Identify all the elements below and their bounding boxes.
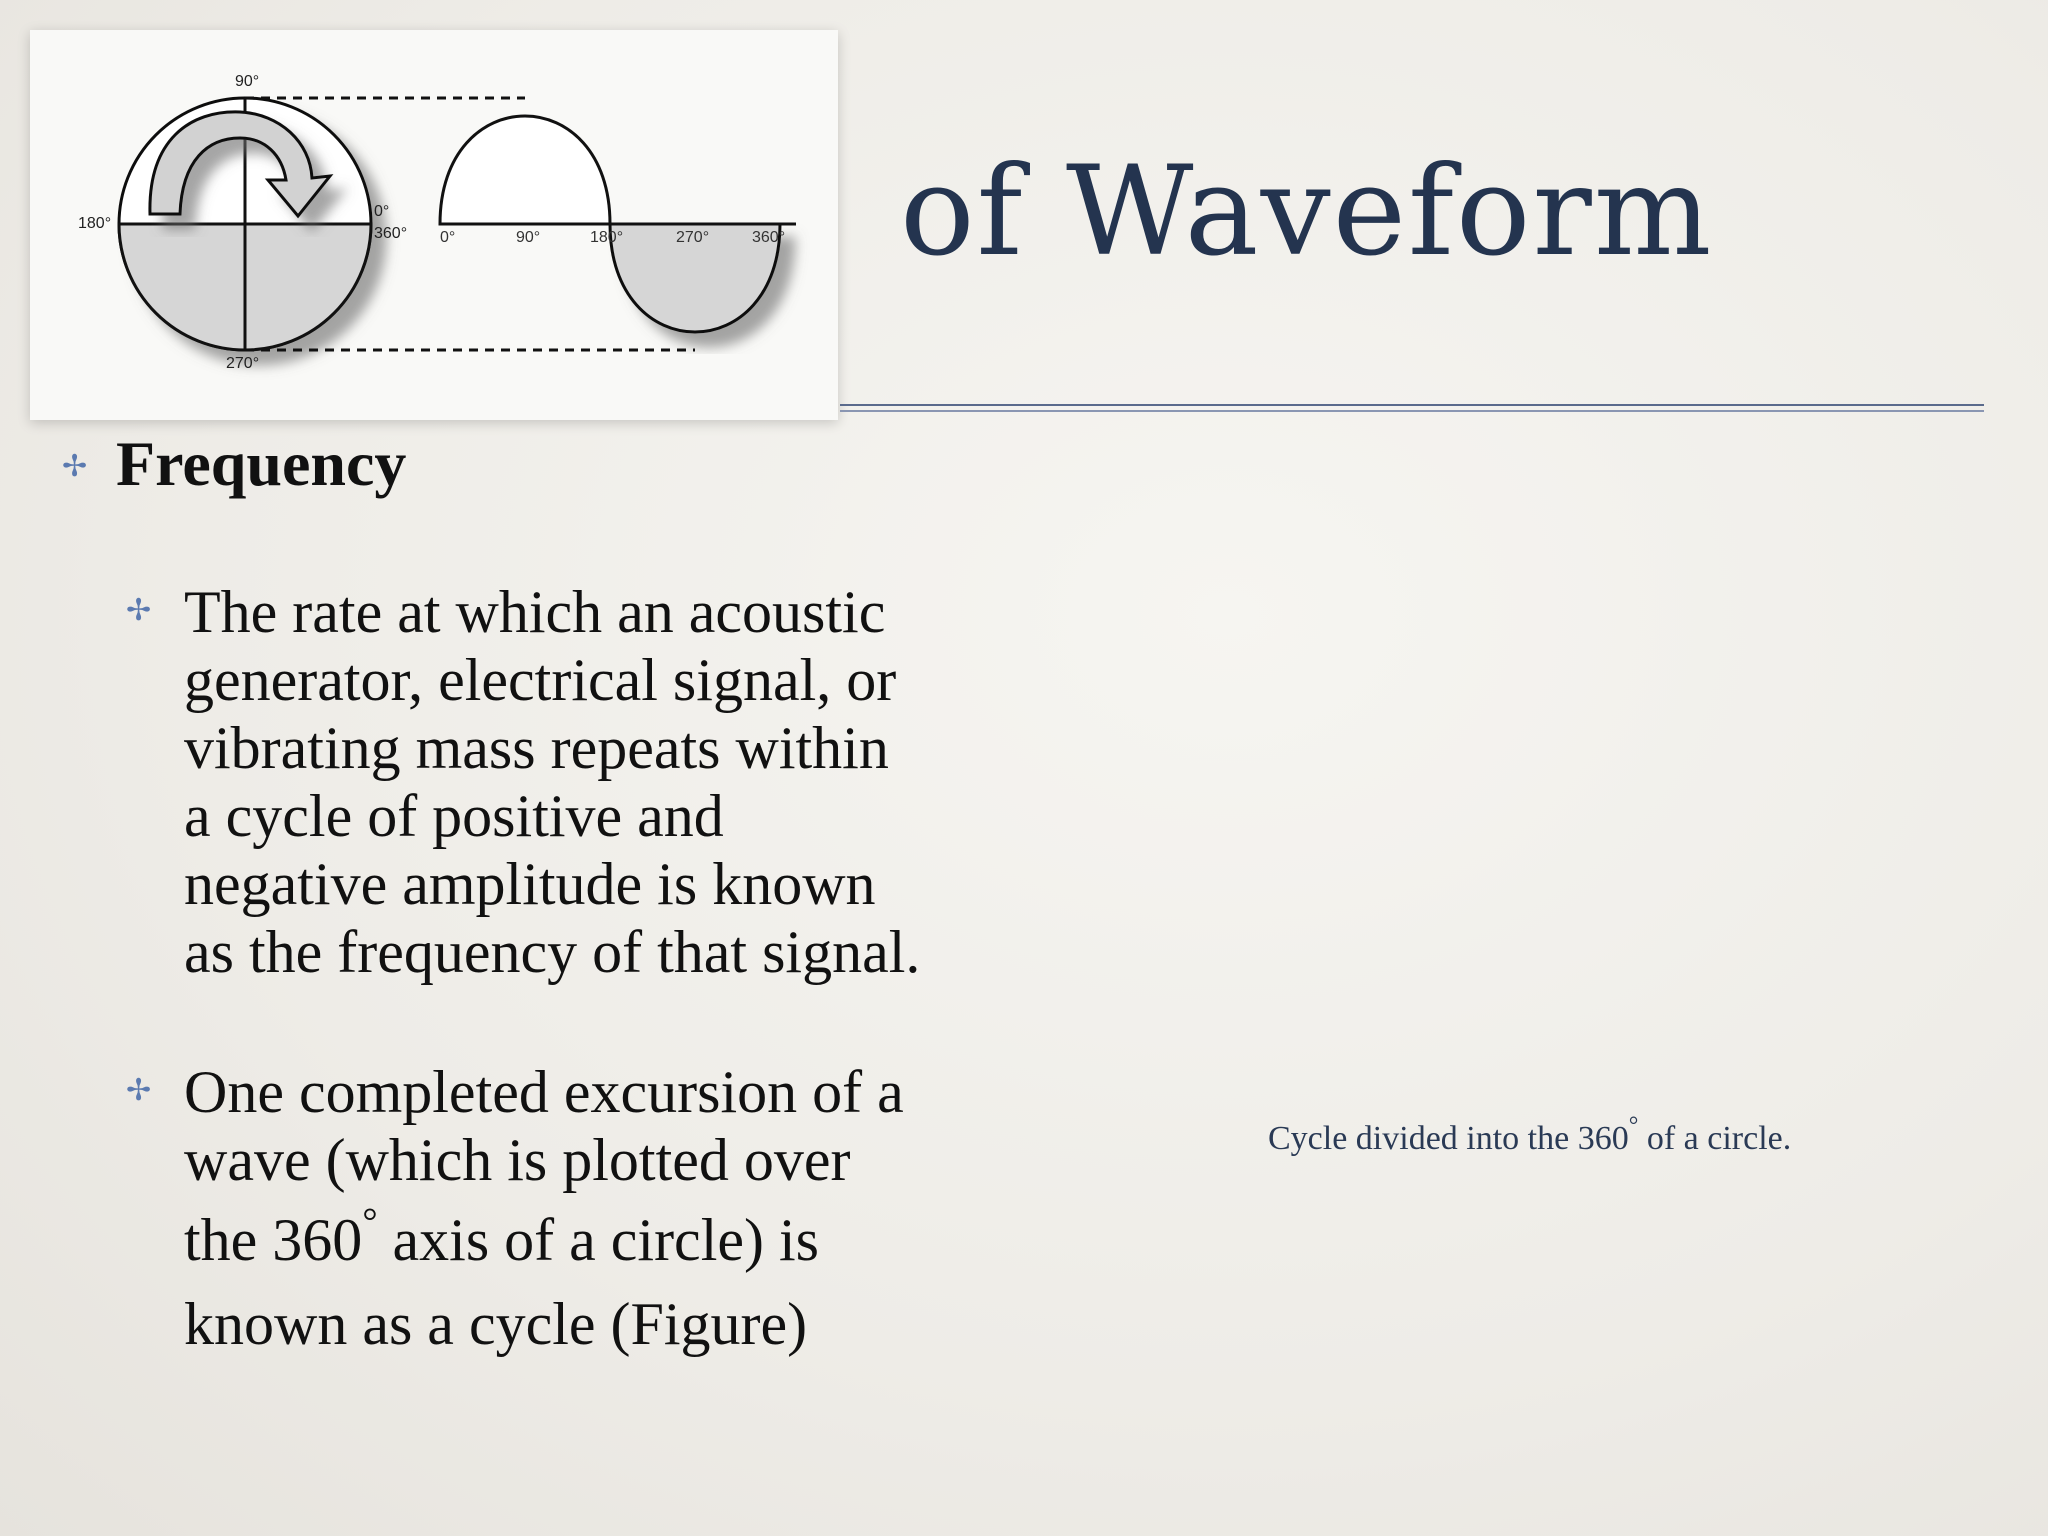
bullet-icon: ✢ [62, 450, 88, 483]
label-270: 270° [226, 355, 260, 372]
text-line [184, 1201, 1044, 1282]
degree-symbol: ° [1628, 1113, 1639, 1139]
text-line: a cycle of positive and [184, 783, 724, 849]
bullet-cycle-definition [184, 1058, 1044, 1358]
section-heading: Frequency [116, 428, 407, 499]
slide-title: of Waveform [900, 140, 1714, 284]
title-divider [840, 404, 1984, 412]
text-line: wave (which is plotted over [184, 1127, 851, 1193]
label-0: 0° [374, 203, 390, 220]
phase-circle [119, 98, 371, 350]
text-fragment: the 360 [184, 1207, 363, 1273]
caption-text: of a circle. [1638, 1120, 1792, 1157]
bullet-icon: ✢ [126, 1074, 152, 1107]
degree-symbol: ° [362, 1201, 378, 1243]
sine-wave [440, 116, 796, 332]
tick-360: 360° [752, 229, 786, 246]
tick-0: 0° [440, 229, 456, 246]
text-line: vibrating mass repeats within [184, 715, 889, 781]
cycle-diagram [30, 30, 838, 420]
cycle-figure [30, 30, 838, 420]
label-180: 180° [78, 215, 112, 232]
text-line: One completed excursion of a [184, 1059, 904, 1125]
text-line: as the frequency of that signal. [184, 919, 921, 985]
tick-270: 270° [676, 229, 710, 246]
tick-180: 180° [590, 229, 624, 246]
tick-90: 90° [516, 229, 541, 246]
figure-caption [1268, 1113, 1792, 1158]
label-360: 360° [374, 225, 408, 242]
text-fragment: axis of a circle) is [377, 1207, 819, 1273]
text-line: The rate at which an acoustic [184, 579, 886, 645]
text-line: negative amplitude is known [184, 851, 876, 917]
label-90: 90° [235, 73, 260, 90]
text-line: generator, electrical signal, or [184, 647, 897, 713]
bullet-icon: ✢ [126, 594, 152, 627]
caption-text: Cycle divided into the 360 [1268, 1120, 1629, 1157]
text-line: known as a cycle (Figure) [184, 1291, 808, 1357]
bullet-frequency-definition [184, 578, 1044, 986]
